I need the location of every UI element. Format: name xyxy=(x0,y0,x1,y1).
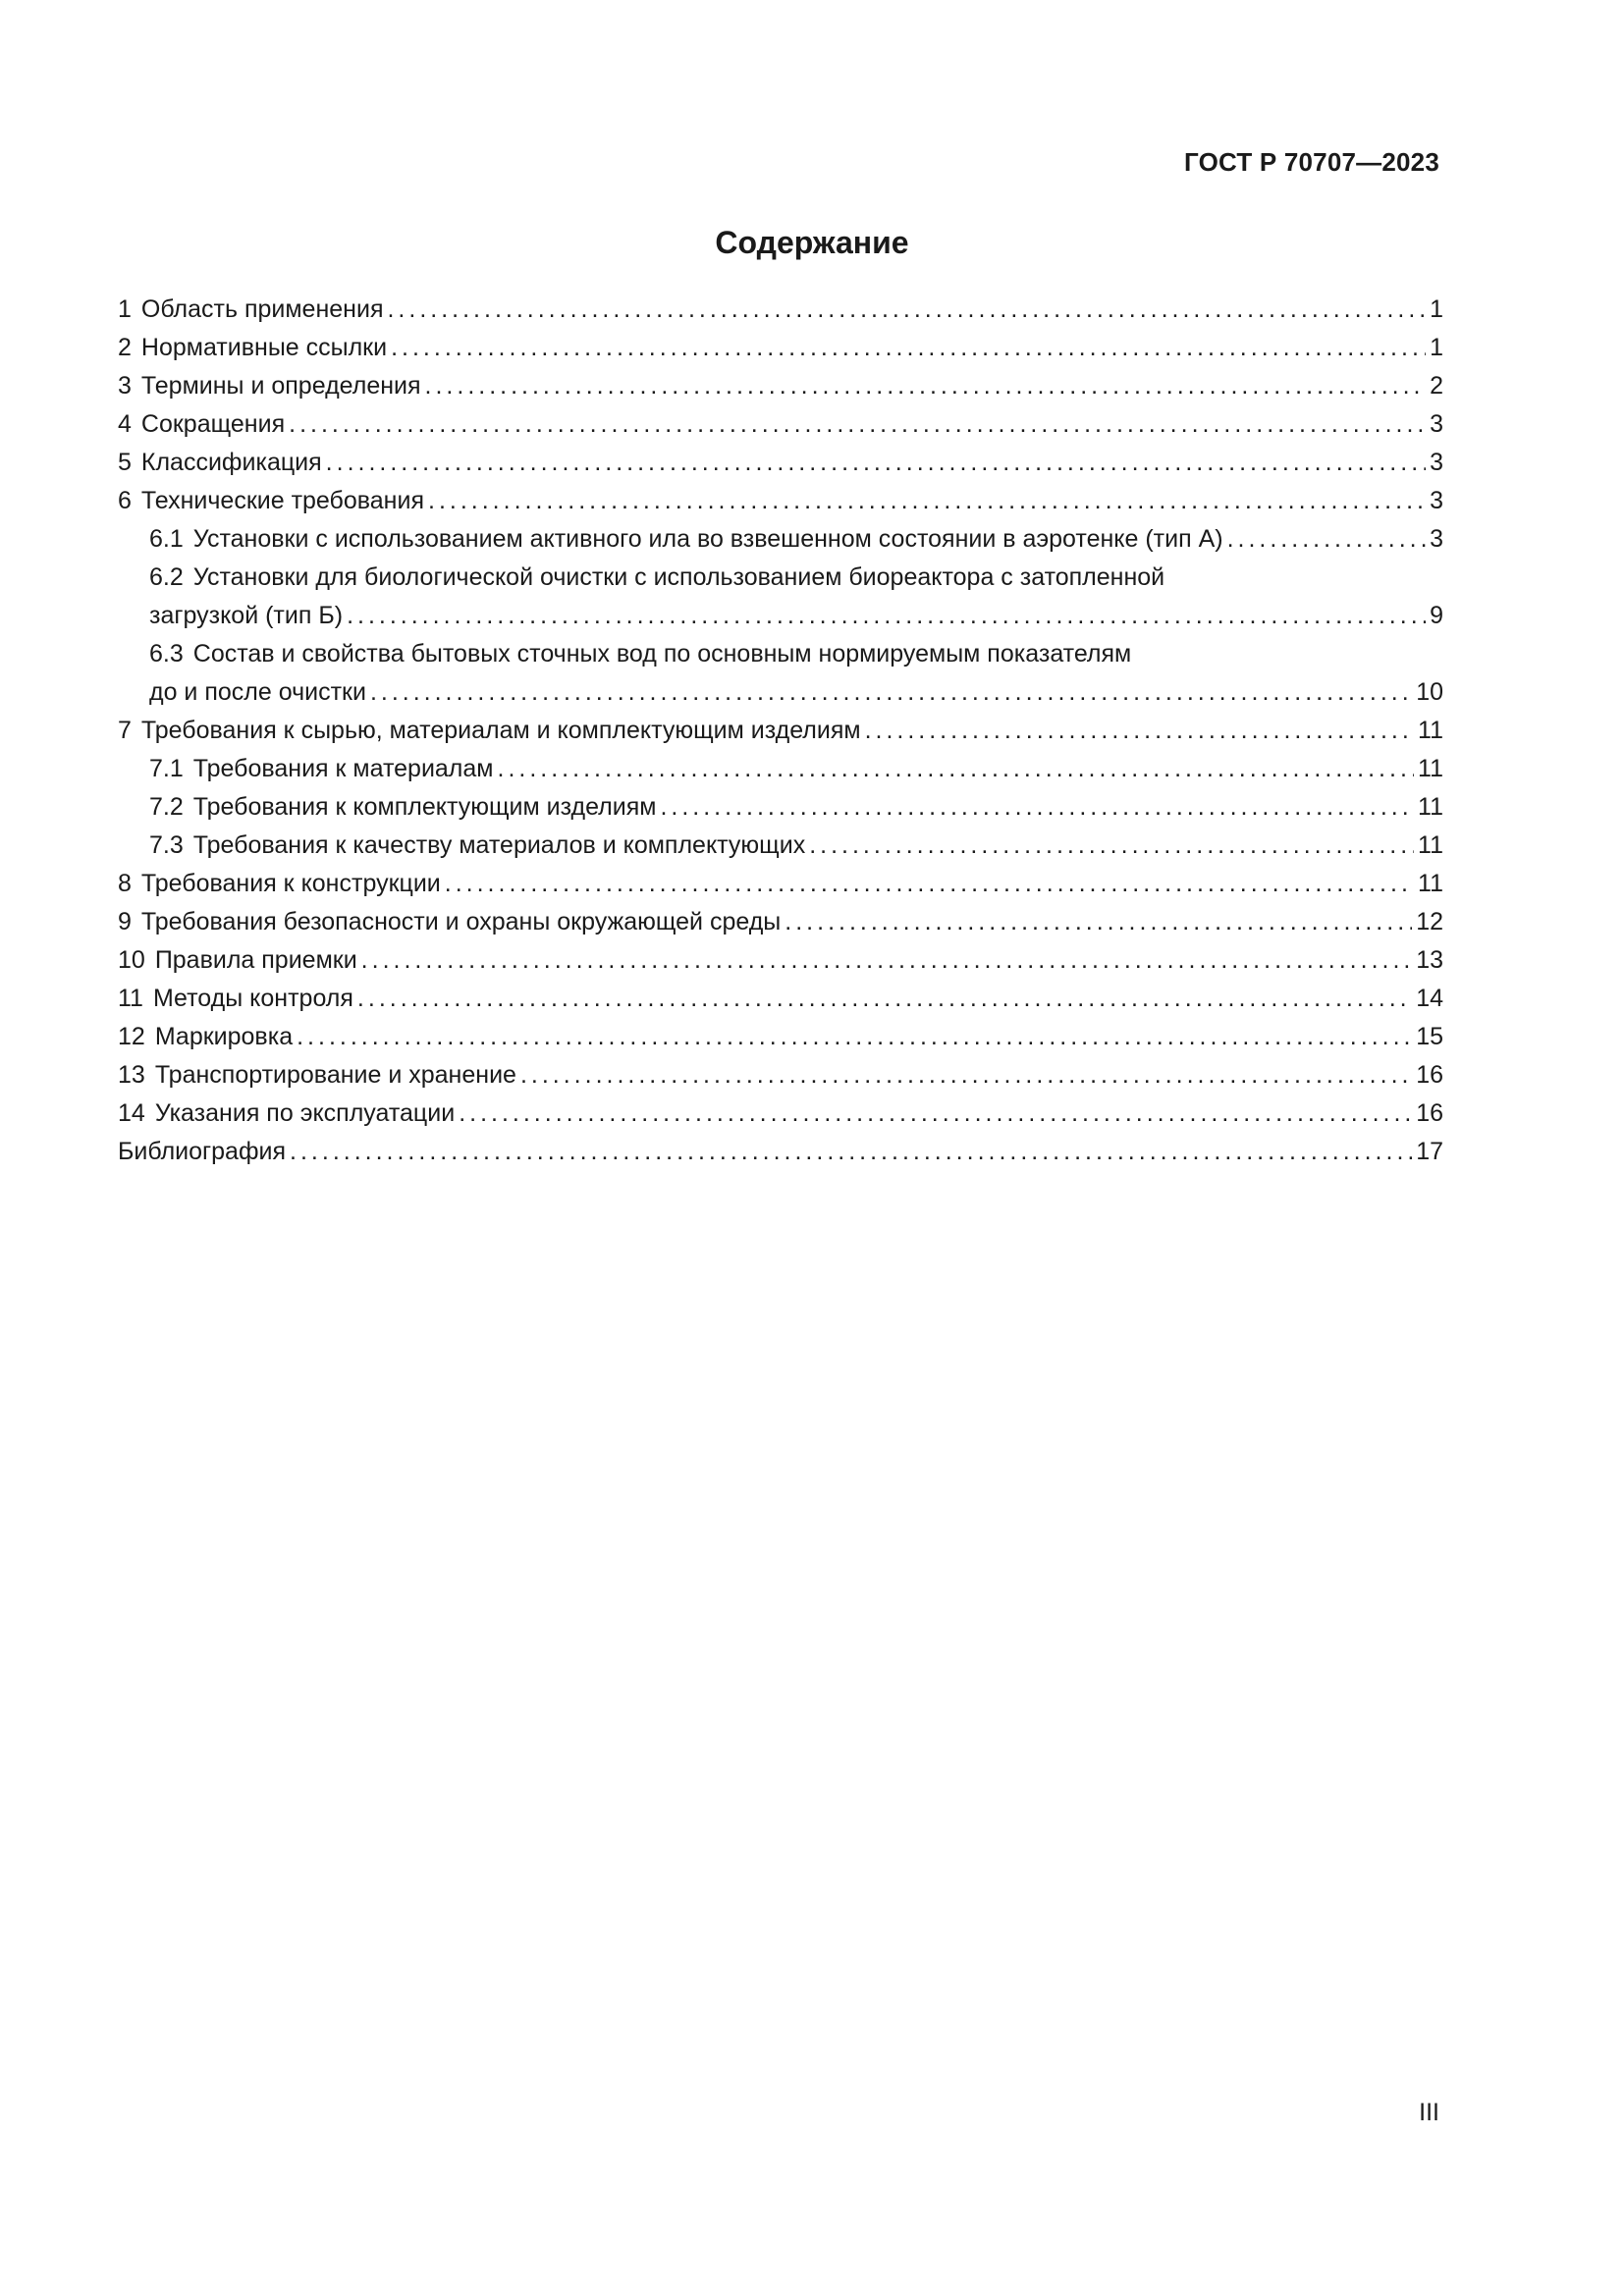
toc-entry-number: 6 xyxy=(118,487,132,514)
toc-entry-label: Библиография xyxy=(118,1138,287,1165)
toc-entry-6[interactable] xyxy=(118,482,1443,520)
toc-entry-number: 4 xyxy=(118,410,132,438)
toc-entry-page: 3 xyxy=(1430,410,1443,438)
toc-entry-number: 2 xyxy=(118,334,132,361)
toc-entry-7-3[interactable] xyxy=(118,827,1443,865)
toc-entry-label: Требования к материалам xyxy=(192,755,494,782)
toc-entry-page: 11 xyxy=(1418,870,1443,897)
toc-entry-page: 1 xyxy=(1430,334,1443,361)
toc-entry-page: 11 xyxy=(1418,755,1443,782)
dot-leader xyxy=(459,1095,1412,1133)
toc-entry-label: Сокращения xyxy=(140,410,286,438)
toc-entry-14[interactable] xyxy=(118,1095,1443,1133)
toc-entry-page: 16 xyxy=(1416,1061,1443,1089)
toc-entry-label: Транспортирование и хранение xyxy=(154,1061,516,1089)
toc-entry-number: 7.1 xyxy=(149,755,184,782)
dot-leader xyxy=(289,405,1426,444)
page-number: III xyxy=(1419,2099,1439,2126)
toc-entry-number: 7.3 xyxy=(149,831,184,859)
toc-entry-3[interactable] xyxy=(118,367,1443,405)
dot-leader xyxy=(660,788,1414,827)
toc-entry-page: 14 xyxy=(1416,985,1443,1012)
toc-entry-number: 6.2 xyxy=(149,563,184,591)
dot-leader xyxy=(425,367,1427,405)
toc-entry-label: Термины и определения xyxy=(140,372,421,400)
toc-entry-number: 1 xyxy=(118,295,132,323)
dot-leader xyxy=(498,750,1415,788)
table-of-contents xyxy=(118,291,1443,1171)
toc-entry-label: Требования к комплектующим изделиям xyxy=(192,793,657,821)
toc-entry-number: 9 xyxy=(118,908,132,935)
dot-leader xyxy=(297,1018,1412,1056)
toc-entry-7[interactable] xyxy=(118,712,1443,750)
dot-leader xyxy=(387,291,1426,329)
toc-entry-page: 15 xyxy=(1416,1023,1443,1050)
toc-entry-number: 8 xyxy=(118,870,132,897)
toc-entry-1[interactable] xyxy=(118,291,1443,329)
dot-leader xyxy=(785,903,1412,941)
toc-entry-6-1[interactable] xyxy=(118,520,1443,559)
toc-entry-label: Установки с использованием активного ила во взвешенном состоянии в аэротенке (тип А) xyxy=(192,525,1223,553)
toc-entry-page: 11 xyxy=(1418,831,1443,859)
dot-leader xyxy=(520,1056,1412,1095)
toc-entry-number: 6.1 xyxy=(149,525,184,553)
toc-entry-number: 10 xyxy=(118,946,145,974)
dot-leader xyxy=(809,827,1414,865)
toc-entry-label: Маркировка xyxy=(154,1023,294,1050)
document-code: ГОСТ Р 70707—2023 xyxy=(1184,147,1439,177)
toc-entry-page: 2 xyxy=(1430,372,1443,400)
toc-entry-label: Методы контроля xyxy=(152,985,353,1012)
toc-entry-4[interactable] xyxy=(118,405,1443,444)
toc-entry-9[interactable] xyxy=(118,903,1443,941)
toc-entry-label: Указания по эксплуатации xyxy=(154,1099,456,1127)
toc-entry-label: Технические требования xyxy=(140,487,424,514)
toc-entry-2[interactable] xyxy=(118,329,1443,367)
toc-entry-page: 9 xyxy=(1430,602,1443,629)
toc-entry-6-3-line1[interactable] xyxy=(118,635,1443,673)
toc-entry-label: Правила приемки xyxy=(154,946,357,974)
toc-entry-number: 14 xyxy=(118,1099,145,1127)
toc-entry-number: 3 xyxy=(118,372,132,400)
dot-leader xyxy=(361,941,1413,980)
toc-entry-page: 3 xyxy=(1430,487,1443,514)
toc-entry-label: Нормативные ссылки xyxy=(140,334,388,361)
toc-entry-page: 1 xyxy=(1430,295,1443,323)
toc-entry-7-2[interactable] xyxy=(118,788,1443,827)
toc-entry-page: 11 xyxy=(1418,793,1443,821)
toc-entry-10[interactable] xyxy=(118,941,1443,980)
dot-leader xyxy=(370,673,1412,712)
toc-entry-5[interactable] xyxy=(118,444,1443,482)
dot-leader xyxy=(865,712,1414,750)
toc-entry-page: 3 xyxy=(1430,449,1443,476)
toc-entry-page: 16 xyxy=(1416,1099,1443,1127)
toc-entry-number: 12 xyxy=(118,1023,145,1050)
toc-entry-label: Состав и свойства бытовых сточных вод по основным нормируемым показателям xyxy=(192,640,1132,667)
dot-leader xyxy=(1227,520,1427,559)
toc-entry-6-2-line1[interactable] xyxy=(118,559,1443,597)
toc-entry-11[interactable] xyxy=(118,980,1443,1018)
toc-entry-number: 6.3 xyxy=(149,640,184,667)
toc-entry-page: 12 xyxy=(1416,908,1443,935)
toc-entry-page: 11 xyxy=(1418,717,1443,744)
toc-title: Содержание xyxy=(715,225,909,260)
toc-entry-label: Требования к конструкции xyxy=(140,870,441,897)
toc-entry-page: 13 xyxy=(1416,946,1443,974)
toc-entry-number: 7.2 xyxy=(149,793,184,821)
dot-leader xyxy=(357,980,1412,1018)
toc-entry-label: Область применения xyxy=(140,295,384,323)
toc-entry-label: Требования безопасности и охраны окружающей среды xyxy=(140,908,782,935)
toc-entry-number: 7 xyxy=(118,717,132,744)
toc-entry-label-continuation: до и после очистки xyxy=(149,678,366,706)
dot-leader xyxy=(391,329,1426,367)
dot-leader xyxy=(290,1133,1412,1171)
toc-entry-7-1[interactable] xyxy=(118,750,1443,788)
toc-entry-page: 10 xyxy=(1416,678,1443,706)
toc-entry-number: 5 xyxy=(118,449,132,476)
toc-entry-bibliography[interactable] xyxy=(118,1133,1443,1171)
toc-entry-page: 17 xyxy=(1416,1138,1443,1165)
toc-entry-label: Установки для биологической очистки с использованием биореактора с затопленной xyxy=(192,563,1165,591)
toc-entry-number: 11 xyxy=(118,985,143,1012)
toc-entry-label: Требования к сырью, материалам и комплектующим изделиям xyxy=(140,717,861,744)
toc-entry-12[interactable] xyxy=(118,1018,1443,1056)
dot-leader xyxy=(445,865,1414,903)
dot-leader xyxy=(428,482,1426,520)
toc-entry-6-2-line2[interactable] xyxy=(118,597,1443,635)
toc-entry-6-3-line2[interactable] xyxy=(118,673,1443,712)
toc-entry-13[interactable] xyxy=(118,1056,1443,1095)
toc-entry-label: Требования к качеству материалов и комплектующих xyxy=(192,831,806,859)
dot-leader xyxy=(326,444,1426,482)
toc-entry-label: Классификация xyxy=(140,449,322,476)
toc-entry-page: 3 xyxy=(1430,525,1443,553)
dot-leader xyxy=(347,597,1426,635)
toc-entry-number: 13 xyxy=(118,1061,145,1089)
toc-entry-label-continuation: загрузкой (тип Б) xyxy=(149,602,344,629)
toc-entry-8[interactable] xyxy=(118,865,1443,903)
